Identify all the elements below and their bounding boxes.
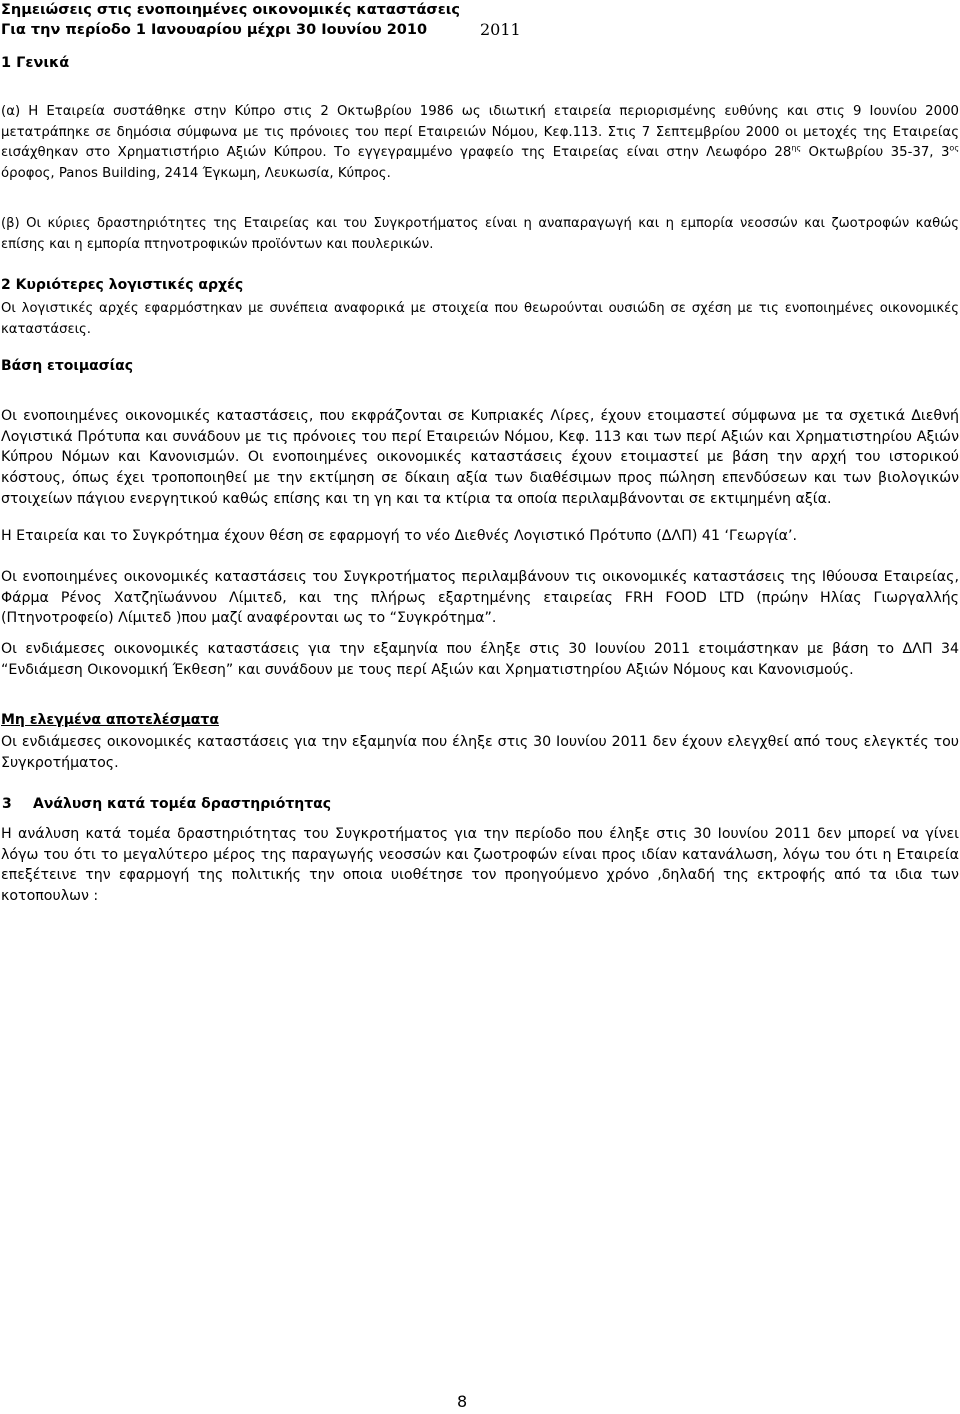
unaudited-results-paragraph: Οι ενδιάμεσες οικονομικές καταστάσεις για την εξαμηνία που έληξε στις 30 Ιουνίου 2011 δεν έχουν ελεγχθεί από τους ελεγκτές του Συγκροτήματος. [1,734,959,771]
paragraph-a-superscript-2: ος [949,143,960,153]
section-3-number: 3 [2,796,12,812]
section-1-paragraph-a [1,102,959,184]
basis-paragraph-2: Η Εταιρεία και το Συγκρότημα έχουν θέση σε εφαρμογή το νέο Διεθνές Λογιστικό Πρότυπο (ΔΛΠ) 41 ‘Γεωργία’. [1,528,798,544]
basis-paragraph-3: Οι ενοποιημένες οικονομικές καταστάσεις του Συγκροτήματος περιλαμβάνουν τις οικονομικές καταστάσεις της Ιθύουσα Εταιρείας, Φάρμα Ρένος Χατζηϊωάννου Λίμιτεδ, και της πλήρως εξαρτημένης εταιρείας FRH FOOD LTD (πρώην Ηλίας Γιωργαλλής (Πτηνοτροφείο) Λίμιτεδ )που μαζί αναφέρονται ως το “Συγκρότημα”. [1,569,959,627]
basis-paragraph-1: Οι ενοποιημένες οικονομικές καταστάσεις, που εκφράζονται σε Κυπριακές Λίρες, έχουν ετοιμαστεί σύμφωνα με τα σχετικά Διεθνή Λογιστικά Πρότυπα και συνάδουν με τις πρόνοιες του περί Εταιρειών Νόμου, Κεφ. 113 και των περί Αξιών και Χρηματιστηρίου Αξιών Κύπρου Νόμων και Κανονισμών. Οι ενοποιημένες οικονομικές καταστάσεις έχουν ετοιμαστεί με βάση την αρχή του ιστορικού κόστους, όπως έχει τροποποιηθεί με την εκτίμηση σε δίκαιη αξία των διαθέσιμων προς πώληση επενδύσεων και των βιολογικών στοιχείων πάγιου ενεργητικού καθώς επίσης και τη γη και τα κτίρια τα οποία περιλαμβάνονται σε εκτιμημένη αξία. [1,408,959,507]
section-3-title: Ανάλυση κατά τομέα δραστηριότητας [33,796,332,812]
section-3-paragraph: Η ανάλυση κατά τομέα δραστηριότητας του Συγκροτήματος για την περίοδο που έληξε στις 30 Ιουνίου 2011 δεν μπορεί να γίνει λόγω του ότι το μεγαλύτερο μέρος της παραγωγής νεοσσών και ζωοτροφών είναι προς ιδίαν κατανάλωση, λόγω του ότι η Εταιρεία επεξέτεινε την εφαρμογή της πολιτικής την οποια υιοθέτησε τον προηγούμενο χρόνο ,δηλαδή της εκτροφής από τα ιδια των κοτοπουλων : [1,826,959,905]
report-year: 2011 [480,20,521,39]
section-1-heading: 1 Γενικά [1,55,70,71]
page-number: 8 [457,1392,468,1411]
paragraph-a-text: (α) Η Εταιρεία συστάθηκε στην Κύπρο στις 2 Οκτωβρίου 1986 ως ιδιωτική εταιρεία περιορισμένης ευθύνης και στις 9 Ιουνίου 2000 μετατράπηκε σε δημόσια σύμφωνα με τις πρόνοιες του περί Εταιρειών Νόμου, Κεφ.113. Στις 7 Σεπτεμβρίου 2000 οι μετοχές της Εταιρείας εισάχθηκαν στο Χρηματιστήριο Αξιών Κύπρου. Το εγγεγραμμένο γραφείο της Εταιρείας είναι στην Λεωφόρο 28 [1,104,959,161]
section-2-heading: 2 Κυριότερες λογιστικές αρχές [1,277,244,293]
paragraph-a-text-3: όροφος, Panos Building, 2414 Έγκωμη, Λευκωσία, Κύπρος. [1,165,391,181]
page-header [1,0,951,39]
unaudited-results-heading: Μη ελεγμένα αποτελέσματα [1,712,219,728]
reporting-period: Για την περίοδο 1 Ιανουαρίου μέχρι 30 Ιουνίου 2010 [1,22,428,38]
basis-paragraph-4: Οι ενδιάμεσες οικονομικές καταστάσεις για την εξαμηνία που έληξε στις 30 Ιουνίου 2011 ετοιμάστηκαν με βάση το ΔΛΠ 34 “Ενδιάμεση Οικονομική Έκθεση” και συνάδουν με τους περί Αξιών και Χρηματιστηρίου Αξιών Νόμους και Κανονισμούς. [1,641,959,678]
document-title: Σημειώσεις στις ενοποιημένες οικονομικές καταστάσεις [1,2,461,18]
section-2-intro: Οι λογιστικές αρχές εφαρμόστηκαν με συνέπεια αναφορικά με στοιχεία που θεωρούνται ουσιώδη σε σχέση με τις ενοποιημένες οικονομικές καταστάσεις. [1,301,959,337]
paragraph-a-superscript-1: ης [791,143,802,153]
section-1-paragraph-b: (β) Οι κύριες δραστηριότητες της Εταιρείας και του Συγκροτήματος είναι η αναπαραγωγή και η εμπορία νεοσσών και ζωοτροφών καθώς επίσης και η εμπορία πτηνοτροφικών προϊόντων και πουλερικών. [1,216,959,252]
paragraph-a-text-2: Οκτωβρίου 35-37, 3 [801,145,950,161]
basis-of-preparation-heading: Βάση ετοιμασίας [1,358,134,374]
